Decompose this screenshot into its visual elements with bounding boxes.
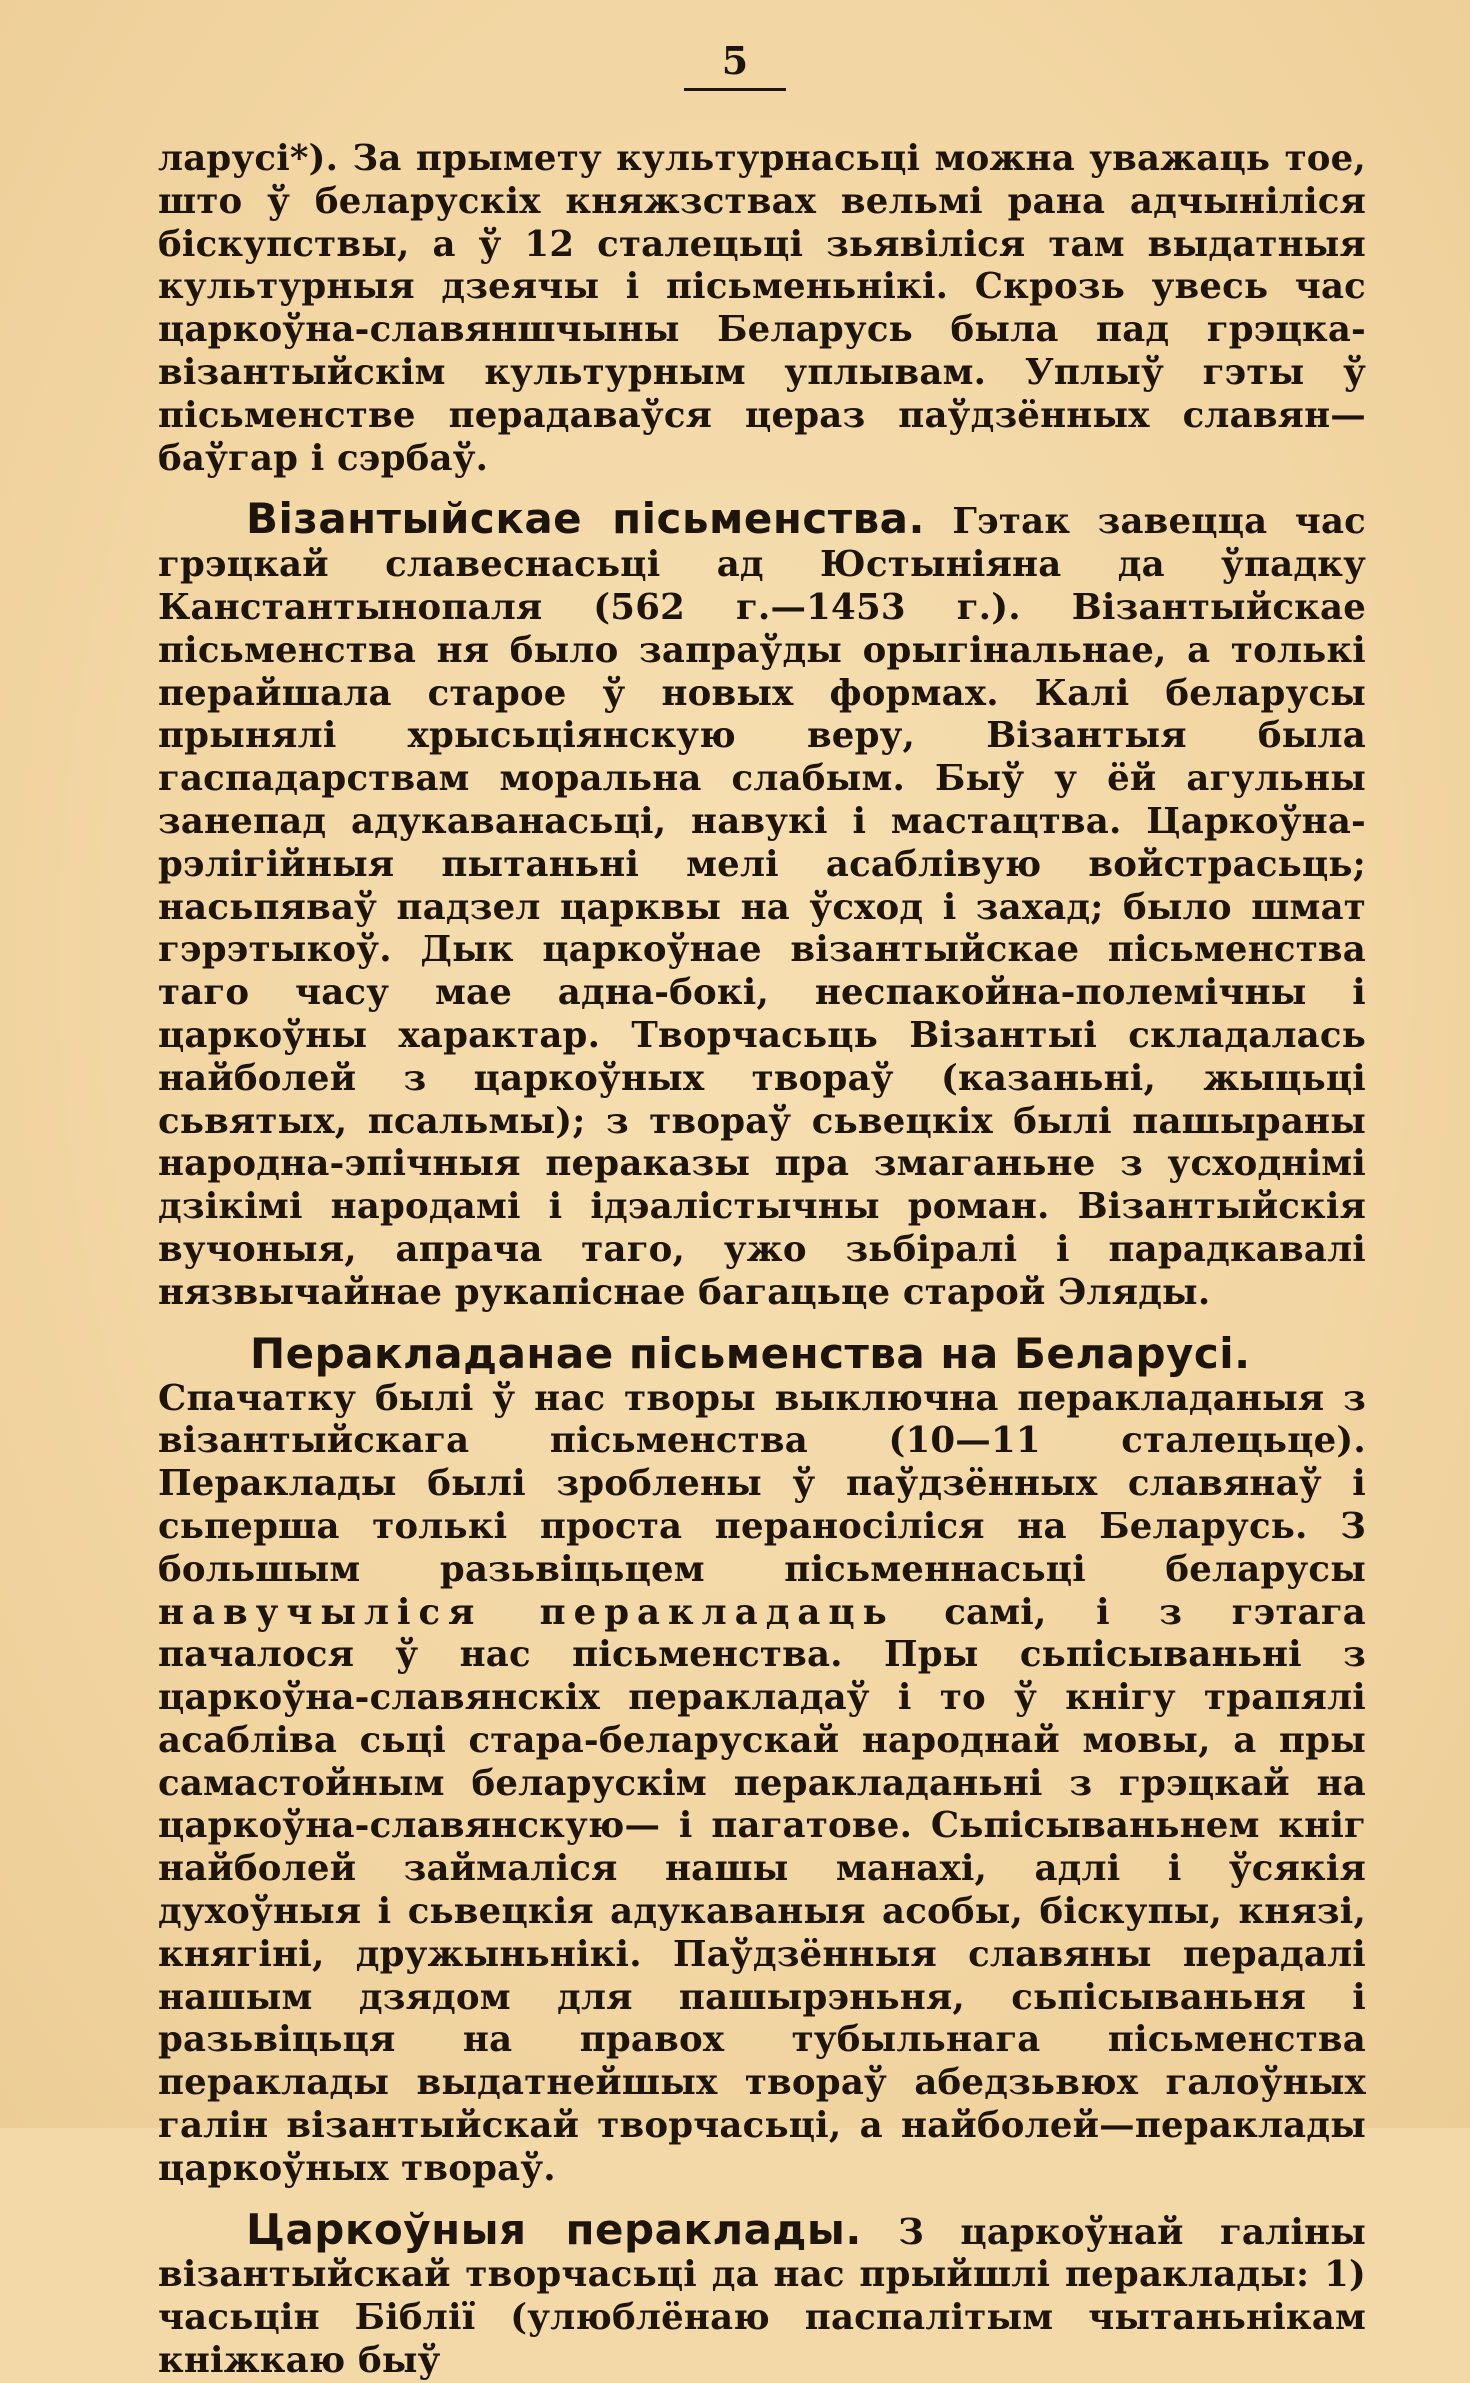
paragraph-church-text: З царкоўнай галіны візантыйскай творчасьці да нас прыйшлі пераклады: 1) часьцін Біблії (улюблёнаю паспалітым чытаньнікам кніжкаю быў	[158, 2211, 1366, 2382]
paragraph-translated-text-a: Спачатку былі ў нас творы выключна перакладаныя з візантыйскага пісьменства (10—11 сталецьце). Пераклады былі зроблены ў паўдзённых славянаў і сьперша толькі проста пераносіліся на Беларусь. З большым разьвіцьцем пісьменнасьці беларусы	[158, 1377, 1366, 1590]
paragraph-translated	[158, 1378, 1366, 2191]
paragraph-byzantine-text: Гэтак завецца час грэцкай славеснасьці ад Юстыніяна да ўпадку Канстантынопаля (562 г.—1453 г.). Візантыйскае пісьменства ня было запраўды орыгінальнае, а толькі перайшала старое ў новых формах. Калі беларусы прынялі хрысьціянскую веру, Візантыя была гаспадарствам моральна слабым. Быў у ёй агульны занепад адукаванасьці, навукі і мастацтва. Царкоўна-рэлігійныя пытаньні мелі асаблівую войстрасьць; насьпяваў падзел царквы на ўсход і захад; было шмат гэрэтыкоў. Дык царкоўнае візантыйскае пісьменства таго часу мае адна-бокі, неспакойна-полемічны і царкоўны характар. Творчасьць Візантыі складалась найболей з царкоўных твораў (казаньні, жыцьці сьвятых, псальмы); з твораў сьвецкіх былі пашыраны народна-эпічныя пераказы пра змаганьне з усходнімі дзікімі народамі і ідэалістычны роман. Візантыйскія вучоныя, апрача таго, ужо зьбіралі і парадкавалі нязвычайнае рукапіснае багацьце старой Эляды.	[158, 501, 1366, 1313]
section-heading-byzantine: Візантыйскае пісьменства.	[246, 494, 925, 544]
paragraph-byzantine	[158, 494, 1366, 1314]
paragraph-intro: ларусі*). За прымету культурнасьці можна уважаць тое, што ў беларускіх княжзствах вельмі рана адчыніліся біскупствы, а ў 12 сталецьці зьявіліся там выдатныя культурныя дзеячы і пісьменьнікі. Скрозь увесь час царкоўна-славяншчыны Беларусь была пад грэцка-візантыйскім культурным уплывам. Уплыў гэты ў пісьменстве перадаваўся цераз паўдзённых славян—баўгар і сэрбаў.	[158, 138, 1366, 479]
page-number: 5	[684, 40, 786, 91]
body-text	[158, 138, 1366, 2383]
paragraph-translated-emphasis: навучыліся перакладаць	[158, 1591, 895, 1633]
page-header	[0, 40, 1470, 91]
section-heading-church: Царкоўныя пераклады.	[246, 2204, 862, 2254]
paragraph-church-translations	[158, 2204, 1366, 2383]
section-heading-translated: Перакладанае пісьменства на Беларусі.	[250, 1328, 1251, 1378]
paragraph-translated-text-b: самі, і з гэтага пачалося ў нас пісьменства. Пры сьпісываньні з царкоўна-славянскіх перакладаў і то ў кнігу трапялі асабліва сьці стара-беларускай народнай мовы, а пры самастойным беларускім перакладаньні з грэцкай на царкоўна-славянскую— і пагатове. Сьпісываньнем кніг найболей займаліся нашы манахі, адлі і ўсякія духоўныя і сьвецкія адукаваныя асобы, біскупы, князі, княгіні, дружыньнікі. Паўдзённыя славяны перадалі нашым дзядом для пашырэньня, сьпісываньня і разьвіцьця на правох тубыльнага пісьменства пераклады выдатнейшых твораў абедзьвюх галоўных галін візантыйскай творчасьці, а найболей—пераклады царкоўных твораў.	[158, 1591, 1367, 2189]
